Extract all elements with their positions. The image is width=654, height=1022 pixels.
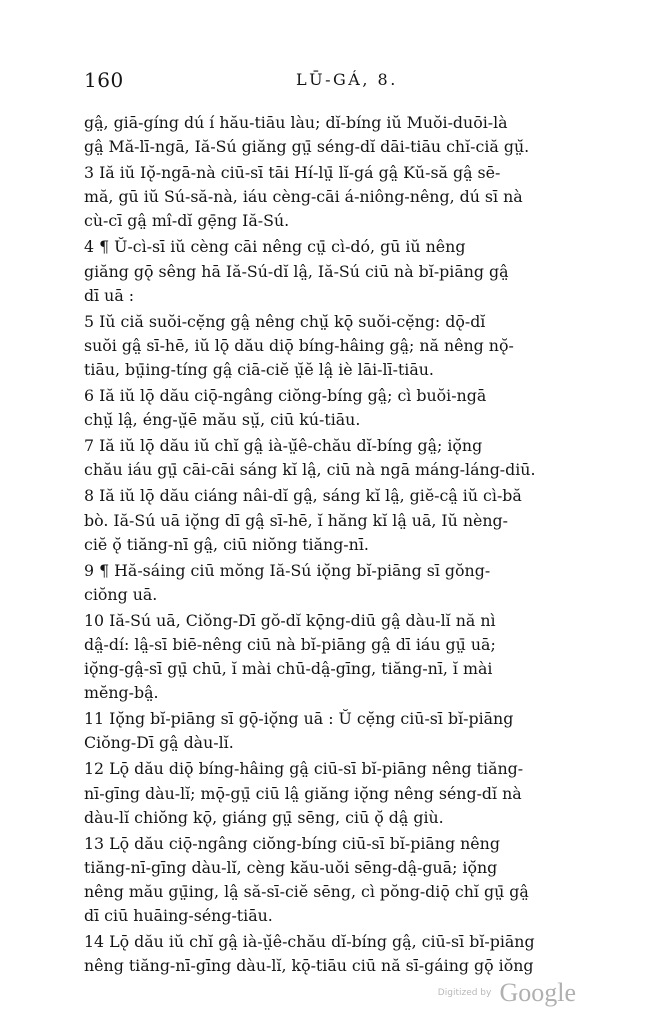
- text-line: gâ̤ Mă-lī-ngā, Iă-Sú giăng gṳ̄ séng-dĭ dāi-tiāu chĭ-ciă gṳ̆.: [84, 137, 530, 157]
- text-line: dī ciū huāing-séng-tiāu.: [84, 906, 273, 925]
- text-line: 5 Iŭ ciă suŏi-cẹ̆ng gâ̤ nêng chṳ̆ kǭ suŏi-cẹ̆ng: dǭ-dĭ: [84, 311, 486, 331]
- text-line: bò. Iă-Sú uā iǫ̆ng dī gâ̤ sī-hē, ĭ hăng kĭ lâ̤ uā, Iŭ nèng-: [84, 510, 509, 530]
- body-text: [84, 111, 599, 978]
- text-line: 11 Iǫ̆ng bĭ-piāng sī gǭ-iǫ̆ng uā : Ŭ cẹ̆ng ciū-sī bĭ-piāng: [84, 709, 514, 729]
- text-line: 10 Iă-Sú uā, Ciŏng-Dī gŏ-dĭ kǭng-diū gâ̤ dàu-lĭ nă nì: [84, 610, 496, 630]
- text-line: 12 Lǭ dău diǭ bíng-hâing gâ̤ ciū-sī bĭ-piāng nêng tiăng-: [84, 759, 524, 779]
- text-line: gâ̤, giā-gíng dú í hău-tiāu làu; dĭ-bíng iŭ Muŏi-duōi-là: [84, 113, 508, 132]
- text-line: cù-cī gâ̤ mî-dĭ gẹ̄ng Iă-Sú.: [84, 211, 290, 231]
- text-line: Ciŏng-Dī gâ̤ dàu-lĭ.: [84, 733, 234, 753]
- paragraph: [84, 757, 599, 829]
- paragraph: [84, 832, 599, 928]
- paragraph: [84, 434, 599, 482]
- text-line: dâ̤-dí: lâ̤-sī biē-nêng ciū nà bĭ-piāng gâ̤ dī iáu gṳ̄ uā;: [84, 634, 496, 654]
- text-line: chṳ̆ lâ̤, éng-ṳ̆ē mău sṳ̆, ciū kú-tiāu.: [84, 410, 361, 430]
- running-title: LŪ-GÁ, 8.: [296, 70, 398, 89]
- text-line: iǫ̆ng-gâ̤-sī gṳ̄ chū, ĭ mài chū-dâ̤-gīng, tiăng-nī, ĭ mài: [84, 659, 493, 679]
- text-line: mĕng-bâ̤.: [84, 683, 159, 703]
- digitized-watermark: [438, 978, 576, 1008]
- text-line: ciŏng uā.: [84, 584, 158, 604]
- paragraph: [84, 161, 599, 233]
- page-header: [84, 68, 594, 96]
- text-line: 4 ¶ Ŭ-cì-sī iŭ cèng cāi nêng cṳ̄ cì-dó, gū iŭ nêng: [84, 237, 466, 257]
- text-line: suŏi gâ̤ sī-hē, iŭ lǭ dău diǭ bíng-hâing gâ̤; nă nêng nǫ̆-: [84, 335, 514, 355]
- paragraph: [84, 310, 599, 382]
- text-line: 6 Iă iŭ lǭ dău ciǭ-ngâng ciŏng-bíng gâ̤; cì buŏi-ngā: [84, 386, 487, 406]
- google-logo: Google: [499, 978, 576, 1007]
- text-line: 3 Iă iŭ Iǫ̆-ngā-nà ciū-sī tāi Hí-lṳ̄ lĭ-gá gâ̤ Kŭ-să gâ̤ sē-: [84, 163, 501, 183]
- text-line: ciĕ ǫ̆ tiăng-nī gâ̤, ciū niŏng tiăng-nī.: [84, 534, 369, 554]
- paragraph: [84, 609, 599, 705]
- text-line: chău iáu gṳ̄ cāi-cāi sáng kĭ lâ̤, ciū nà ngā máng-láng-diū.: [84, 460, 536, 480]
- page-number: 160: [84, 68, 124, 92]
- text-line: 9 ¶ Hă-sáing ciū mŏng Iă-Sú iǫ̆ng bĭ-piāng sī gŏng-: [84, 560, 491, 580]
- text-line: tiāu, bṳ̄ing-tíng gâ̤ ciā-ciĕ ṳ̆ĕ lâ̤ iè lāi-lī-tiāu.: [84, 359, 434, 379]
- paragraph: [84, 930, 599, 978]
- text-line: 13 Lǭ dău ciǭ-ngâng ciŏng-bíng ciū-sī bĭ-piāng nêng: [84, 833, 500, 853]
- text-line: nêng mău gṳ̄ing, lâ̤ să-sī-ciĕ sēng, cì pŏng-diǭ chĭ gṳ̄ gâ̤: [84, 881, 529, 901]
- text-line: dī uā :: [84, 285, 135, 305]
- digitized-label: Digitized by: [437, 988, 492, 998]
- paragraph: [84, 384, 599, 432]
- text-line: 8 Iă iŭ lǭ dău ciáng nâi-dĭ gâ̤, sáng kĭ lâ̤, giĕ-câ̤ iŭ cì-bă: [84, 486, 522, 506]
- text-line: 7 Iă iŭ lǭ dău iŭ chĭ gâ̤ ià-ṳ̆ê-chău dĭ-bíng gâ̤; iǫ̆ng: [84, 436, 483, 456]
- text-line: mă, gū iŭ Sú-să-nà, iáu cèng-cāi á-niông-nêng, dú sī nà: [84, 187, 523, 207]
- paragraph: [84, 484, 599, 556]
- paragraph: [84, 111, 599, 159]
- text-line: giăng gǭ sêng hā Iă-Sú-dĭ lâ̤, Iă-Sú ciū nà bĭ-piāng gâ̤: [84, 261, 509, 281]
- text-line: 14 Lǭ dău iŭ chĭ gâ̤ ià-ṳ̆ê-chău dĭ-bíng gâ̤, ciū-sī bĭ-piāng: [84, 932, 535, 952]
- paragraph: [84, 707, 599, 755]
- paragraph: [84, 235, 599, 307]
- text-line: tiăng-nī-gīng dàu-lĭ, cèng kău-uŏi sēng-dâ̤-guā; iǫ̆ng: [84, 857, 498, 877]
- paragraph: [84, 559, 599, 607]
- text-line: nêng tiăng-nī-gīng dàu-lĭ, kǭ-tiāu ciū nă sī-gáing gǭ iŏng: [84, 956, 534, 976]
- text-line: nī-gīng dàu-lĭ; mǭ-gṳ̄ ciū lâ̤ giăng iǫ̆ng nêng séng-dĭ nà: [84, 783, 522, 803]
- text-line: dàu-lĭ chiŏng kǭ, giáng gṳ̄ sēng, ciū ǫ̆ dâ̤ giù.: [84, 807, 444, 827]
